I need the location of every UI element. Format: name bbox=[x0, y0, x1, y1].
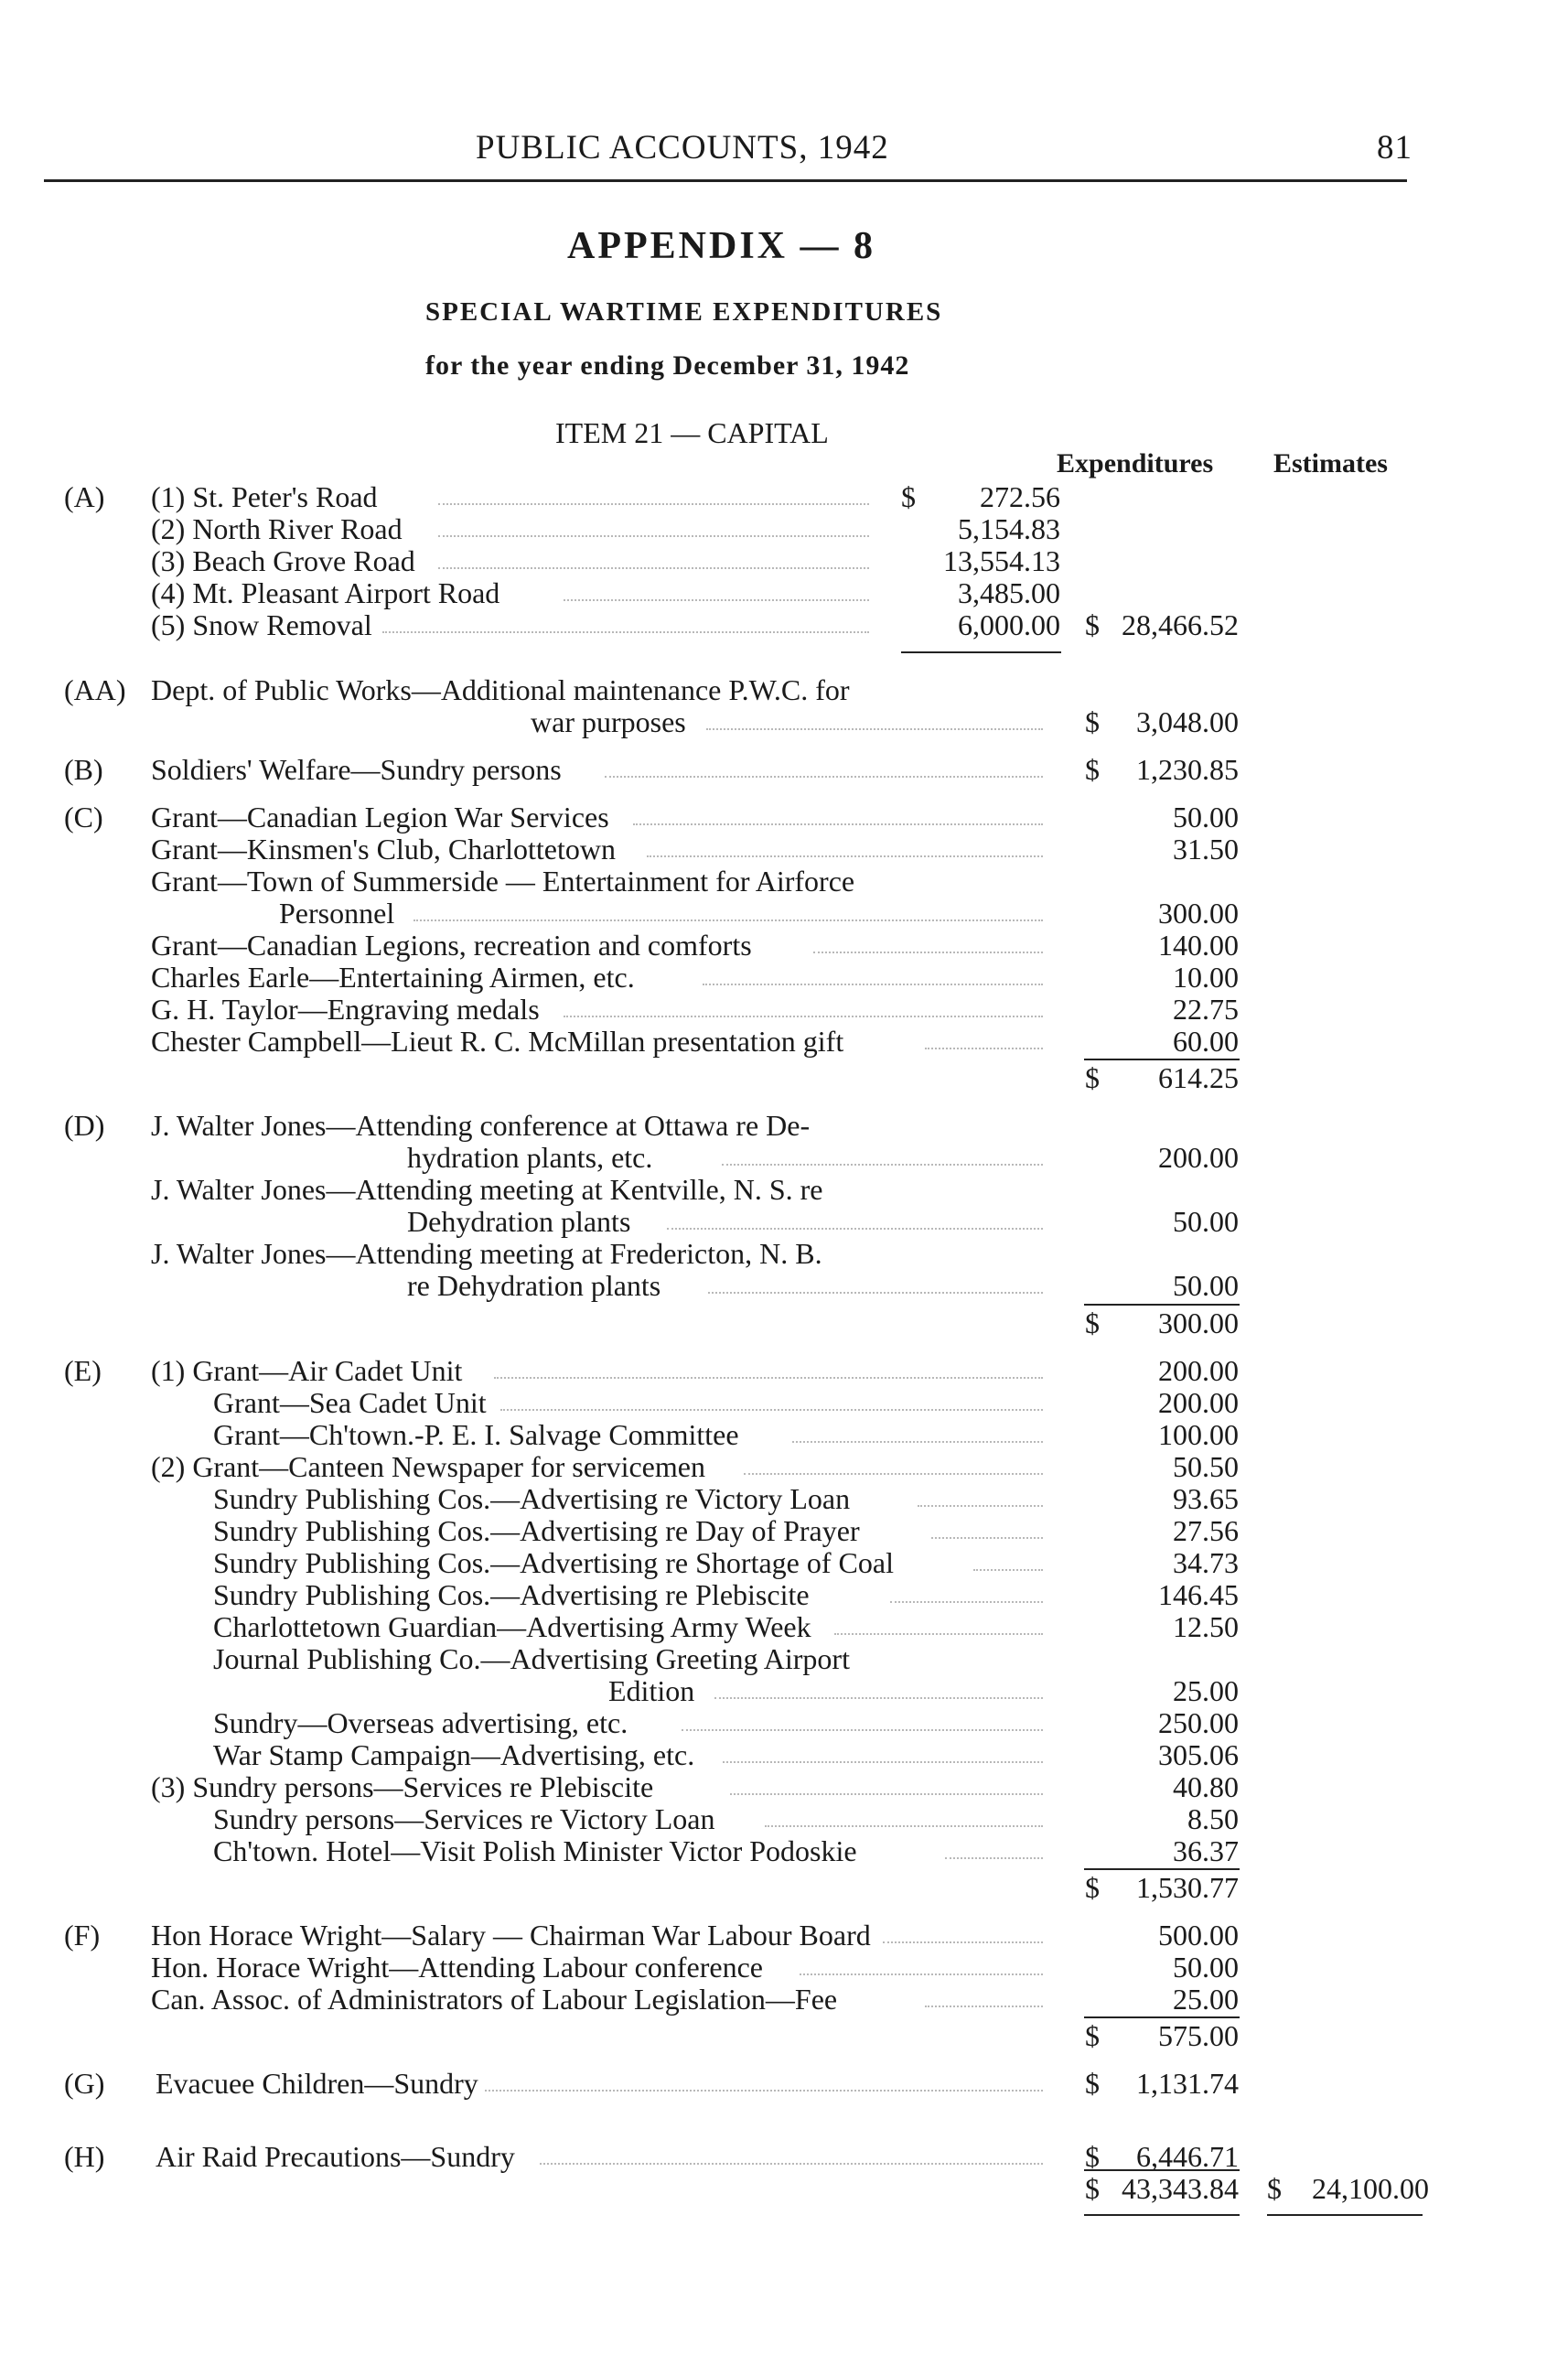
item-heading: ITEM 21 — CAPITAL bbox=[555, 416, 829, 449]
entry-description: Chester Campbell—Lieut R. C. McMillan presentation gift bbox=[151, 1025, 844, 1058]
expenditure-dollar-sign: $ bbox=[1085, 2140, 1100, 2173]
entry-description: Charlottetown Guardian—Advertising Army Week bbox=[213, 1610, 811, 1643]
entry-description: Grant—Canadian Legions, recreation and comforts bbox=[151, 929, 752, 962]
dot-leader bbox=[703, 961, 1043, 985]
dot-leader bbox=[945, 1834, 1043, 1859]
ledger-row bbox=[0, 1706, 1568, 1739]
expenditure-amount: 50.50 bbox=[1173, 1450, 1239, 1483]
dot-leader bbox=[647, 833, 1043, 857]
entry-description: Grant—Kinsmen's Club, Charlottetown bbox=[151, 833, 616, 866]
entry-description: (3) Sundry persons—Services re Plebiscite bbox=[151, 1770, 654, 1803]
expenditure-amount: 34.73 bbox=[1173, 1546, 1239, 1579]
subitem-dollar-sign: $ bbox=[901, 480, 916, 513]
ledger-row bbox=[0, 1418, 1568, 1451]
expenditure-dollar-sign: $ bbox=[1085, 608, 1100, 641]
expenditure-amount: 22.75 bbox=[1173, 993, 1239, 1026]
dot-leader bbox=[540, 2140, 1043, 2165]
ledger-row bbox=[0, 2067, 1568, 2100]
page-number: 81 bbox=[1377, 129, 1412, 167]
expenditure-dollar-sign: $ bbox=[1085, 705, 1100, 738]
ledger-row bbox=[0, 1482, 1568, 1515]
entry-description: Soldiers' Welfare—Sundry persons bbox=[151, 753, 562, 786]
dot-leader bbox=[500, 1386, 1043, 1411]
total-double-rule-expenditures bbox=[1084, 2214, 1240, 2216]
estimate-amount: 24,100.00 bbox=[1312, 2172, 1429, 2205]
entry-description: Ch'town. Hotel—Visit Polish Minister Victor Podoskie bbox=[213, 1834, 857, 1867]
ledger-row bbox=[0, 673, 1568, 706]
ledger-row bbox=[0, 753, 1568, 786]
entry-description: Hon Horace Wright—Salary — Chairman War Labour Board bbox=[151, 1919, 871, 1952]
expenditure-amount: 300.00 bbox=[1158, 1307, 1239, 1339]
dot-leader bbox=[438, 512, 869, 537]
ledger-row bbox=[0, 961, 1568, 994]
entry-description: (4) Mt. Pleasant Airport Road bbox=[151, 576, 500, 609]
ledger-row bbox=[0, 833, 1568, 866]
dot-leader bbox=[682, 1706, 1043, 1731]
ledger-row bbox=[0, 1205, 1568, 1238]
entry-description: Grant—Sea Cadet Unit bbox=[213, 1386, 487, 1419]
dot-leader bbox=[633, 801, 1043, 825]
entry-description: re Dehydration plants bbox=[407, 1269, 661, 1302]
ledger-row bbox=[0, 801, 1568, 833]
expenditure-amount: 146.45 bbox=[1158, 1578, 1239, 1611]
dot-leader bbox=[925, 1025, 1043, 1049]
ledger-row bbox=[0, 1770, 1568, 1803]
ledger-row bbox=[0, 929, 1568, 962]
ledger-row bbox=[0, 1450, 1568, 1483]
section-label: (A) bbox=[64, 480, 105, 513]
entry-description: Edition bbox=[608, 1674, 695, 1707]
header-rule bbox=[44, 179, 1407, 182]
entry-description: (1) Grant—Air Cadet Unit bbox=[151, 1354, 463, 1387]
ledger-row bbox=[0, 2019, 1568, 2052]
entry-description: (2) Grant—Canteen Newspaper for servicemen bbox=[151, 1450, 705, 1483]
dot-leader bbox=[890, 1578, 1043, 1603]
subtotal-rule-e bbox=[1084, 1868, 1240, 1870]
dot-leader bbox=[834, 1610, 1043, 1635]
column-header-expenditures: Expenditures bbox=[1057, 448, 1214, 479]
dot-leader bbox=[708, 1269, 1043, 1294]
entry-description: Evacuee Children—Sundry bbox=[156, 2067, 478, 2100]
ledger-row bbox=[0, 1610, 1568, 1643]
ledger-row bbox=[0, 897, 1568, 930]
expenditure-amount: 50.00 bbox=[1173, 1951, 1239, 1984]
expenditure-amount: 8.50 bbox=[1187, 1802, 1239, 1835]
expenditure-amount: 200.00 bbox=[1158, 1141, 1239, 1174]
expenditure-amount: 500.00 bbox=[1158, 1919, 1239, 1952]
entry-description: (3) Beach Grove Road bbox=[151, 544, 415, 577]
expenditure-amount: 250.00 bbox=[1158, 1706, 1239, 1739]
dot-leader bbox=[925, 1983, 1043, 2007]
dot-leader bbox=[931, 1514, 1043, 1539]
expenditure-amount: 50.00 bbox=[1173, 801, 1239, 833]
section-label: (B) bbox=[64, 753, 103, 786]
dot-leader bbox=[744, 1450, 1043, 1475]
entry-description: Dehydration plants bbox=[407, 1205, 631, 1238]
expenditure-amount: 614.25 bbox=[1158, 1061, 1239, 1094]
section-label: (G) bbox=[64, 2067, 105, 2100]
expenditure-dollar-sign: $ bbox=[1085, 1871, 1100, 1904]
expenditure-amount: 1,530.77 bbox=[1136, 1871, 1239, 1904]
entry-description: (2) North River Road bbox=[151, 512, 403, 545]
entry-description: Grant—Canadian Legion War Services bbox=[151, 801, 609, 833]
dot-leader bbox=[800, 1951, 1043, 1975]
ledger-row bbox=[0, 1546, 1568, 1579]
dot-leader bbox=[730, 1770, 1043, 1795]
expenditure-amount: 300.00 bbox=[1158, 897, 1239, 930]
ledger-row bbox=[0, 1919, 1568, 1952]
expenditure-amount: 140.00 bbox=[1158, 929, 1239, 962]
section-label: (H) bbox=[64, 2140, 105, 2173]
ledger-row bbox=[0, 993, 1568, 1026]
expenditure-amount: 305.06 bbox=[1158, 1738, 1239, 1771]
entry-description: (1) St. Peter's Road bbox=[151, 480, 378, 513]
ledger-row bbox=[0, 1951, 1568, 1984]
section-label: (D) bbox=[64, 1109, 105, 1142]
subitem-amount: 5,154.83 bbox=[958, 512, 1060, 545]
entry-description: Personnel bbox=[279, 897, 395, 930]
entry-description: G. H. Taylor—Engraving medals bbox=[151, 993, 540, 1026]
dot-leader bbox=[564, 993, 1043, 1017]
subtotal-rule-f bbox=[1084, 2016, 1240, 2018]
entry-description: Grant—Town of Summerside — Entertainment for Airforce bbox=[151, 865, 855, 898]
ledger-row bbox=[0, 1514, 1568, 1547]
total-double-rule-estimates bbox=[1267, 2214, 1423, 2216]
entry-description: Sundry Publishing Cos.—Advertising re Shortage of Coal bbox=[213, 1546, 894, 1579]
ledger-row bbox=[0, 1386, 1568, 1419]
expenditure-amount: 36.37 bbox=[1173, 1834, 1239, 1867]
expenditure-amount: 43,343.84 bbox=[1122, 2172, 1239, 2205]
expenditure-dollar-sign: $ bbox=[1085, 2019, 1100, 2052]
dot-leader bbox=[382, 608, 869, 633]
section-label: (AA) bbox=[64, 673, 126, 706]
entry-description: Dept. of Public Works—Additional maintenance P.W.C. for bbox=[151, 673, 850, 706]
expenditure-amount: 93.65 bbox=[1173, 1482, 1239, 1515]
ledger-row bbox=[0, 1237, 1568, 1270]
entry-description: Sundry Publishing Cos.—Advertising re Victory Loan bbox=[213, 1482, 851, 1515]
year-line: for the year ending December 31, 1942 bbox=[425, 350, 910, 381]
entry-description: Sundry persons—Services re Victory Loan bbox=[213, 1802, 715, 1835]
ledger-row bbox=[0, 1141, 1568, 1174]
entry-description: Sundry Publishing Cos.—Advertising re Day of Prayer bbox=[213, 1514, 860, 1547]
expenditure-amount: 575.00 bbox=[1158, 2019, 1239, 2052]
ledger-row bbox=[0, 1307, 1568, 1339]
ledger-row bbox=[0, 1834, 1568, 1867]
entry-description: Air Raid Precautions—Sundry bbox=[156, 2140, 515, 2173]
column-header-estimates: Estimates bbox=[1273, 448, 1388, 479]
ledger-row bbox=[0, 1025, 1568, 1058]
expenditure-amount: 27.56 bbox=[1173, 1514, 1239, 1547]
dot-leader bbox=[723, 1738, 1043, 1763]
expenditure-amount: 10.00 bbox=[1173, 961, 1239, 994]
subtotal-rule-d bbox=[1084, 1304, 1240, 1306]
expenditure-dollar-sign: $ bbox=[1085, 1061, 1100, 1094]
entry-description: Journal Publishing Co.—Advertising Greeting Airport bbox=[213, 1642, 850, 1675]
entry-description: Sundry—Overseas advertising, etc. bbox=[213, 1706, 628, 1739]
subtotal-rule-a bbox=[901, 651, 1061, 653]
subitem-amount: 3,485.00 bbox=[958, 576, 1060, 609]
expenditure-amount: 31.50 bbox=[1173, 833, 1239, 866]
ledger-row bbox=[0, 1061, 1568, 1094]
ledger-row bbox=[0, 1983, 1568, 2016]
dot-leader bbox=[413, 897, 1043, 921]
subitem-amount: 272.56 bbox=[980, 480, 1060, 513]
subitem-amount: 6,000.00 bbox=[958, 608, 1060, 641]
dot-leader bbox=[918, 1482, 1043, 1507]
dot-leader bbox=[792, 1418, 1043, 1443]
entry-description: Sundry Publishing Cos.—Advertising re Plebiscite bbox=[213, 1578, 810, 1611]
subitem-amount: 13,554.13 bbox=[943, 544, 1060, 577]
expenditure-amount: 3,048.00 bbox=[1136, 705, 1239, 738]
dot-leader bbox=[722, 1141, 1043, 1166]
expenditure-dollar-sign: $ bbox=[1085, 2067, 1100, 2100]
expenditure-amount: 100.00 bbox=[1158, 1418, 1239, 1451]
ledger-row bbox=[0, 1802, 1568, 1835]
dot-leader bbox=[706, 705, 1043, 730]
expenditure-amount: 40.80 bbox=[1173, 1770, 1239, 1803]
entry-description: war purposes bbox=[531, 705, 686, 738]
ledger-row bbox=[0, 2140, 1568, 2173]
ledger-row bbox=[0, 1109, 1568, 1142]
dot-leader bbox=[605, 753, 1043, 778]
estimate-dollar-sign: $ bbox=[1267, 2172, 1282, 2205]
ledger-row bbox=[0, 1738, 1568, 1771]
dot-leader bbox=[973, 1546, 1043, 1571]
dot-leader bbox=[438, 544, 869, 569]
dot-leader bbox=[485, 2067, 1043, 2092]
dot-leader bbox=[667, 1205, 1043, 1230]
ledger-row bbox=[0, 1674, 1568, 1707]
dot-leader bbox=[494, 1354, 1043, 1379]
expenditure-amount: 200.00 bbox=[1158, 1386, 1239, 1419]
expenditure-amount: 60.00 bbox=[1173, 1025, 1239, 1058]
document-subtitle: SPECIAL WARTIME EXPENDITURES bbox=[425, 297, 943, 327]
expenditure-amount: 200.00 bbox=[1158, 1354, 1239, 1387]
ledger-row bbox=[0, 608, 1568, 641]
appendix-title: APPENDIX — 8 bbox=[567, 225, 875, 267]
ledger-row bbox=[0, 1173, 1568, 1206]
expenditure-amount: 1,131.74 bbox=[1136, 2067, 1239, 2100]
dot-leader bbox=[564, 576, 869, 601]
ledger-row bbox=[0, 2172, 1568, 2205]
entry-description: hydration plants, etc. bbox=[407, 1141, 653, 1174]
total-rule-top bbox=[1084, 2169, 1240, 2171]
expenditure-amount: 28,466.52 bbox=[1122, 608, 1239, 641]
section-label: (F) bbox=[64, 1919, 101, 1952]
ledger-row bbox=[0, 544, 1568, 577]
dot-leader bbox=[438, 480, 869, 505]
expenditure-amount: 6,446.71 bbox=[1136, 2140, 1239, 2173]
expenditure-amount: 25.00 bbox=[1173, 1983, 1239, 2016]
dot-leader bbox=[765, 1802, 1043, 1827]
entry-description: J. Walter Jones—Attending conference at Ottawa re De- bbox=[151, 1109, 811, 1142]
entry-description: J. Walter Jones—Attending meeting at Kentville, N. S. re bbox=[151, 1173, 823, 1206]
entry-description: Charles Earle—Entertaining Airmen, etc. bbox=[151, 961, 635, 994]
ledger-row bbox=[0, 865, 1568, 898]
ledger-row bbox=[0, 512, 1568, 545]
expenditure-amount: 1,230.85 bbox=[1136, 753, 1239, 786]
expenditure-dollar-sign: $ bbox=[1085, 2172, 1100, 2205]
entry-description: War Stamp Campaign—Advertising, etc. bbox=[213, 1738, 695, 1771]
expenditure-amount: 25.00 bbox=[1173, 1674, 1239, 1707]
section-label: (C) bbox=[64, 801, 103, 833]
expenditure-amount: 12.50 bbox=[1173, 1610, 1239, 1643]
ledger-row bbox=[0, 705, 1568, 738]
ledger-row bbox=[0, 576, 1568, 609]
ledger-row bbox=[0, 1269, 1568, 1302]
section-label: (E) bbox=[64, 1354, 102, 1387]
entry-description: Can. Assoc. of Administrators of Labour Legislation—Fee bbox=[151, 1983, 838, 2016]
dot-leader bbox=[714, 1674, 1043, 1699]
entry-description: Hon. Horace Wright—Attending Labour conference bbox=[151, 1951, 763, 1984]
subtotal-rule-c bbox=[1084, 1059, 1240, 1060]
expenditure-amount: 50.00 bbox=[1173, 1269, 1239, 1302]
dot-leader bbox=[813, 929, 1043, 953]
running-header-title: PUBLIC ACCOUNTS, 1942 bbox=[476, 129, 889, 167]
expenditure-amount: 50.00 bbox=[1173, 1205, 1239, 1238]
entry-description: Grant—Ch'town.-P. E. I. Salvage Committee bbox=[213, 1418, 739, 1451]
entry-description: J. Walter Jones—Attending meeting at Fredericton, N. B. bbox=[151, 1237, 822, 1270]
ledger-row bbox=[0, 1871, 1568, 1904]
entry-description: (5) Snow Removal bbox=[151, 608, 372, 641]
ledger-row bbox=[0, 1578, 1568, 1611]
ledger-row bbox=[0, 480, 1568, 513]
ledger-row bbox=[0, 1354, 1568, 1387]
expenditure-dollar-sign: $ bbox=[1085, 1307, 1100, 1339]
expenditure-dollar-sign: $ bbox=[1085, 753, 1100, 786]
dot-leader bbox=[883, 1919, 1043, 1943]
ledger-row bbox=[0, 1642, 1568, 1675]
